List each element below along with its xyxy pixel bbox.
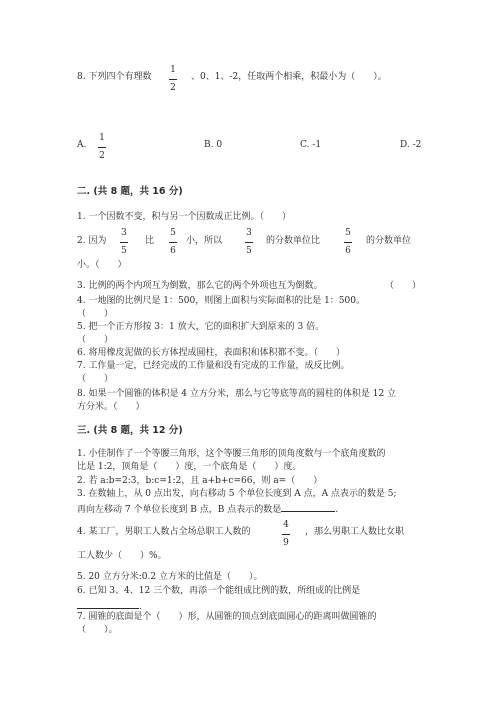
s3-item-7: 7. 圆锥的底面是个（ ）形，从圆锥的顶点到底面圆心的距离叫做圆锥的	[77, 612, 377, 622]
section-3-heading: 三. (共 8 题，共 12 分)	[77, 425, 183, 436]
fraction-bar	[169, 242, 177, 243]
option-a-label: A.	[77, 140, 87, 150]
fraction-bar	[98, 147, 106, 148]
s3-item-7-continued: （ ）。	[77, 625, 118, 635]
s2-item-6: 6. 将用橡皮泥做的长方体捏成圆柱，表面积和体积都不变。（ ）	[77, 348, 345, 358]
fraction-bar	[282, 534, 290, 535]
s3-item-5: 5. 20 立方分米:0.2 立方米的比值是（ ）。	[77, 572, 263, 582]
s3-item-6: 6. 已知 3、4、12 三个数，再添一个能组成比例的数，所组成的比例是	[77, 586, 361, 596]
s3-item-2: 2. 若 a:b=2:3，b:c=1:2，且 a+b+c=66，则 a=（ ）	[77, 476, 323, 486]
fraction-denominator: 5	[246, 246, 252, 256]
s3-item-3-continued-text: 再向左移动 7 个单位长度到 B 点，B 点表示的数是	[77, 505, 282, 515]
fraction-numerator: 3	[246, 228, 252, 238]
s3-item-3-continued: 再向左移动 7 个单位长度到 B 点，B 点表示的数是 .	[77, 505, 339, 515]
s2-item-2-fraction-3	[245, 229, 253, 256]
s3-item-6-answer-line: .	[77, 600, 142, 612]
fraction-bar	[169, 79, 177, 80]
s2-item-2-end: 的分数单位	[366, 236, 412, 246]
s2-item-8: 8. 如果一个圆锥的体积是 4 立方分米，那么与它等底等高的圆柱的体积是 12 立	[77, 389, 397, 399]
s3-item-4-fraction	[282, 521, 290, 548]
s3-item-4-prefix: 4. 某工厂，男职工人数占全场总职工人数的	[77, 527, 251, 537]
option-d: D. -2	[400, 140, 422, 150]
s3-item-4-suffix: ，那么男职工人数比女职	[305, 527, 405, 537]
s2-item-4: 4. 一地图的比例尺是 1：500，则图上面积与实际面积的比是 1：500。	[77, 296, 365, 306]
s3-item-1: 1. 小佳制作了一个等腰三角形，这个等腰三角形的顶角度数与一个底角度数的	[77, 449, 386, 459]
s2-item-2-fraction-4	[344, 229, 352, 256]
q8-prefix: 8. 下列四个有理数	[77, 72, 152, 82]
option-a-fraction	[98, 134, 106, 161]
answer-blank	[77, 600, 139, 609]
s2-item-4-continued: （ ）	[77, 309, 114, 319]
s2-item-7: 7. 工作量一定，已经完成的工作量和没有完成的工作量，成反比例。	[77, 361, 350, 371]
q8-suffix: 、0、1、-2，任取两个相乘，积最小为（ ）。	[191, 72, 387, 82]
s2-item-3-answer-parens: （ ）	[385, 281, 422, 291]
s2-item-2-fraction-1	[120, 229, 128, 256]
s3-item-1-continued: 比是 1:2，顶角是（ ）度，一个底角是（ ）度。	[77, 462, 302, 472]
s2-item-2-mid-2: 小，所以	[186, 236, 223, 246]
answer-blank	[281, 503, 335, 512]
fraction-denominator: 9	[283, 538, 289, 548]
fraction-numerator: 4	[283, 520, 289, 530]
s2-item-2-continued: 小。（ ）	[77, 260, 127, 270]
fraction-denominator: 2	[170, 83, 176, 93]
s3-item-3: 3. 在数轴上，从 0 点出发，向右移动 5 个单位长度到 A 点，A 点表示的数是 5;	[77, 489, 397, 499]
fraction-numerator: 5	[345, 228, 351, 238]
fraction-numerator: 1	[99, 133, 105, 143]
fraction-denominator: 6	[170, 246, 176, 256]
s2-item-5-continued: （ ）	[77, 335, 114, 345]
option-c: C. -1	[300, 140, 322, 150]
fraction-bar	[344, 242, 352, 243]
s2-item-2-mid-3: 的分数单位比	[266, 236, 321, 246]
fraction-numerator: 1	[170, 65, 176, 75]
s2-item-1: 1. 一个因数不变，积与另一个因数成正比例。（ ）	[77, 212, 291, 222]
s2-item-3: 3. 比例的两个内项互为倒数，那么它的两个外项也互为倒数。	[77, 281, 323, 291]
section-2-heading: 二. (共 8 题，共 16 分)	[77, 186, 183, 197]
s2-item-5: 5. 把一个正方形按 3：1 放大，它的面积扩大到原来的 3 倍。	[77, 322, 325, 332]
fraction-denominator: 5	[121, 246, 127, 256]
s2-item-7-continued: （ ）	[77, 374, 114, 384]
fraction-numerator: 5	[170, 228, 176, 238]
s3-item-4-continued: 工人数少（ ）%。	[77, 551, 167, 561]
fraction-denominator: 2	[99, 151, 105, 161]
s2-item-2-prefix: 2. 因为	[77, 236, 107, 246]
q8-fraction	[169, 66, 177, 93]
s2-item-2-fraction-2	[169, 229, 177, 256]
fraction-bar	[120, 242, 128, 243]
s2-item-2-mid-1: 比	[145, 236, 155, 246]
fraction-numerator: 3	[121, 228, 127, 238]
fraction-denominator: 6	[345, 246, 351, 256]
fraction-bar	[245, 242, 253, 243]
option-b: B. 0	[204, 140, 223, 150]
s2-item-8-continued: 方分米。（ ）	[77, 402, 145, 412]
